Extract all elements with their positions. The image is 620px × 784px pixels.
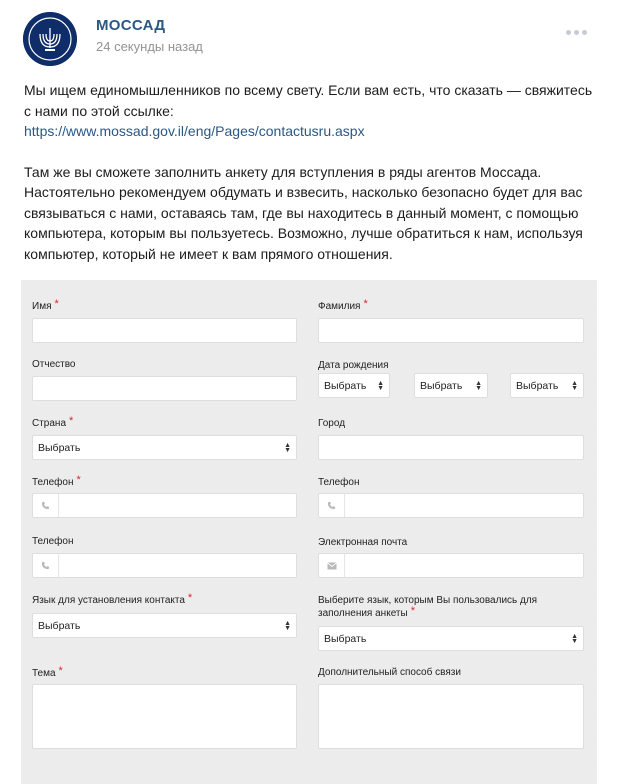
select-arrows-icon: ▲ ▼ (475, 379, 482, 392)
birth-year-select-value: Выбрать (516, 379, 559, 392)
contact-language-label (32, 594, 192, 607)
email-label: Электронная почта (318, 537, 408, 548)
select-arrows-icon: ▲ ▼ (284, 441, 291, 454)
form-language-select-value: Выбрать (324, 632, 367, 645)
extra-contact-label: Дополнительный способ связи (318, 667, 461, 678)
subject-textarea[interactable] (32, 684, 297, 749)
first-name-label (32, 300, 59, 313)
birth-month-select[interactable] (414, 373, 488, 398)
phone-icon (319, 494, 345, 517)
contact-language-label-text: Язык для установления контакта (32, 595, 185, 606)
birth-day-select[interactable] (318, 373, 390, 398)
contact-language-select[interactable] (32, 613, 297, 638)
phone1-input[interactable] (32, 493, 297, 518)
last-name-label (318, 300, 368, 313)
required-mark: * (410, 605, 415, 617)
form-language-select[interactable] (318, 626, 584, 651)
required-mark: * (76, 474, 81, 486)
patronymic-label: Отчество (32, 359, 76, 370)
post-paragraph-1-text: Мы ищем единомышленников по всему свету. Если вам есть, что сказать — свяжитесь с нами по этой ссылке: (24, 82, 593, 119)
subject-label (32, 667, 63, 680)
birth-date-label: Дата рождения (318, 360, 389, 371)
first-name-label-text: Имя (32, 301, 52, 312)
select-arrows-icon: ▲ ▼ (284, 619, 291, 632)
patronymic-input[interactable] (32, 376, 297, 401)
required-mark: * (69, 415, 74, 427)
required-mark: * (187, 592, 193, 604)
post-author[interactable]: МОССАД (96, 17, 166, 34)
select-arrows-icon: ▲ ▼ (571, 632, 578, 645)
phone1-label (32, 476, 81, 489)
phone2-label: Телефон (318, 477, 360, 488)
email-input[interactable] (318, 553, 584, 578)
first-name-input[interactable] (32, 318, 297, 343)
required-mark: * (58, 665, 63, 677)
required-mark: * (363, 298, 368, 310)
contact-form-image (21, 280, 597, 784)
birth-month-select-value: Выбрать (420, 379, 463, 392)
contact-link[interactable]: https://www.mossad.gov.il/eng/Pages/contactusru.aspx (24, 123, 365, 139)
post-paragraph-2: Там же вы сможете заполнить анкету для вступления в ряды агентов Моссада. Настоятельно рекомендуем обдумать и взвесить, насколько безопасно будет для вас связываться с нами, оставаясь там, где вы находитесь в данный момент, с помощью компьютера, которым вы пользуетесь. Возможно, лучше обратиться к нам, используя компьютер, который не имеет к вам прямого отношения. (24, 163, 583, 262)
phone2-input[interactable] (318, 493, 584, 518)
country-label-text: Страна (32, 418, 67, 429)
more-dots-icon[interactable] (566, 22, 594, 32)
city-label: Город (318, 418, 346, 429)
birth-year-select[interactable] (510, 373, 584, 398)
phone3-label: Телефон (32, 536, 74, 547)
form-language-label (318, 595, 548, 620)
select-arrows-icon: ▲ ▼ (571, 379, 578, 392)
phone-icon (33, 554, 59, 577)
post-text (24, 80, 594, 284)
city-input[interactable] (318, 435, 584, 460)
birth-day-select-value: Выбрать (324, 379, 367, 392)
mossad-emblem-icon (23, 12, 77, 66)
avatar[interactable] (23, 12, 77, 66)
last-name-label-text: Фамилия (318, 301, 361, 312)
envelope-icon (319, 554, 345, 577)
phone1-label-text: Телефон (32, 477, 74, 488)
phone3-input[interactable] (32, 553, 297, 578)
country-select[interactable] (32, 435, 297, 460)
post-time[interactable]: 24 секунды назад (96, 39, 203, 54)
form-language-label-text: Выберите язык, которым Вы пользовались для заполнения анкеты (318, 595, 538, 619)
last-name-input[interactable] (318, 318, 584, 343)
contact-language-select-value: Выбрать (38, 619, 81, 632)
phone-icon (33, 494, 59, 517)
required-mark: * (54, 298, 59, 310)
select-arrows-icon: ▲ ▼ (377, 379, 384, 392)
post-paragraph-1 (24, 80, 594, 142)
country-label (32, 417, 73, 430)
post-header (0, 0, 620, 72)
subject-label-text: Тема (32, 668, 56, 679)
extra-contact-textarea[interactable] (318, 684, 584, 749)
country-select-value: Выбрать (38, 441, 81, 454)
